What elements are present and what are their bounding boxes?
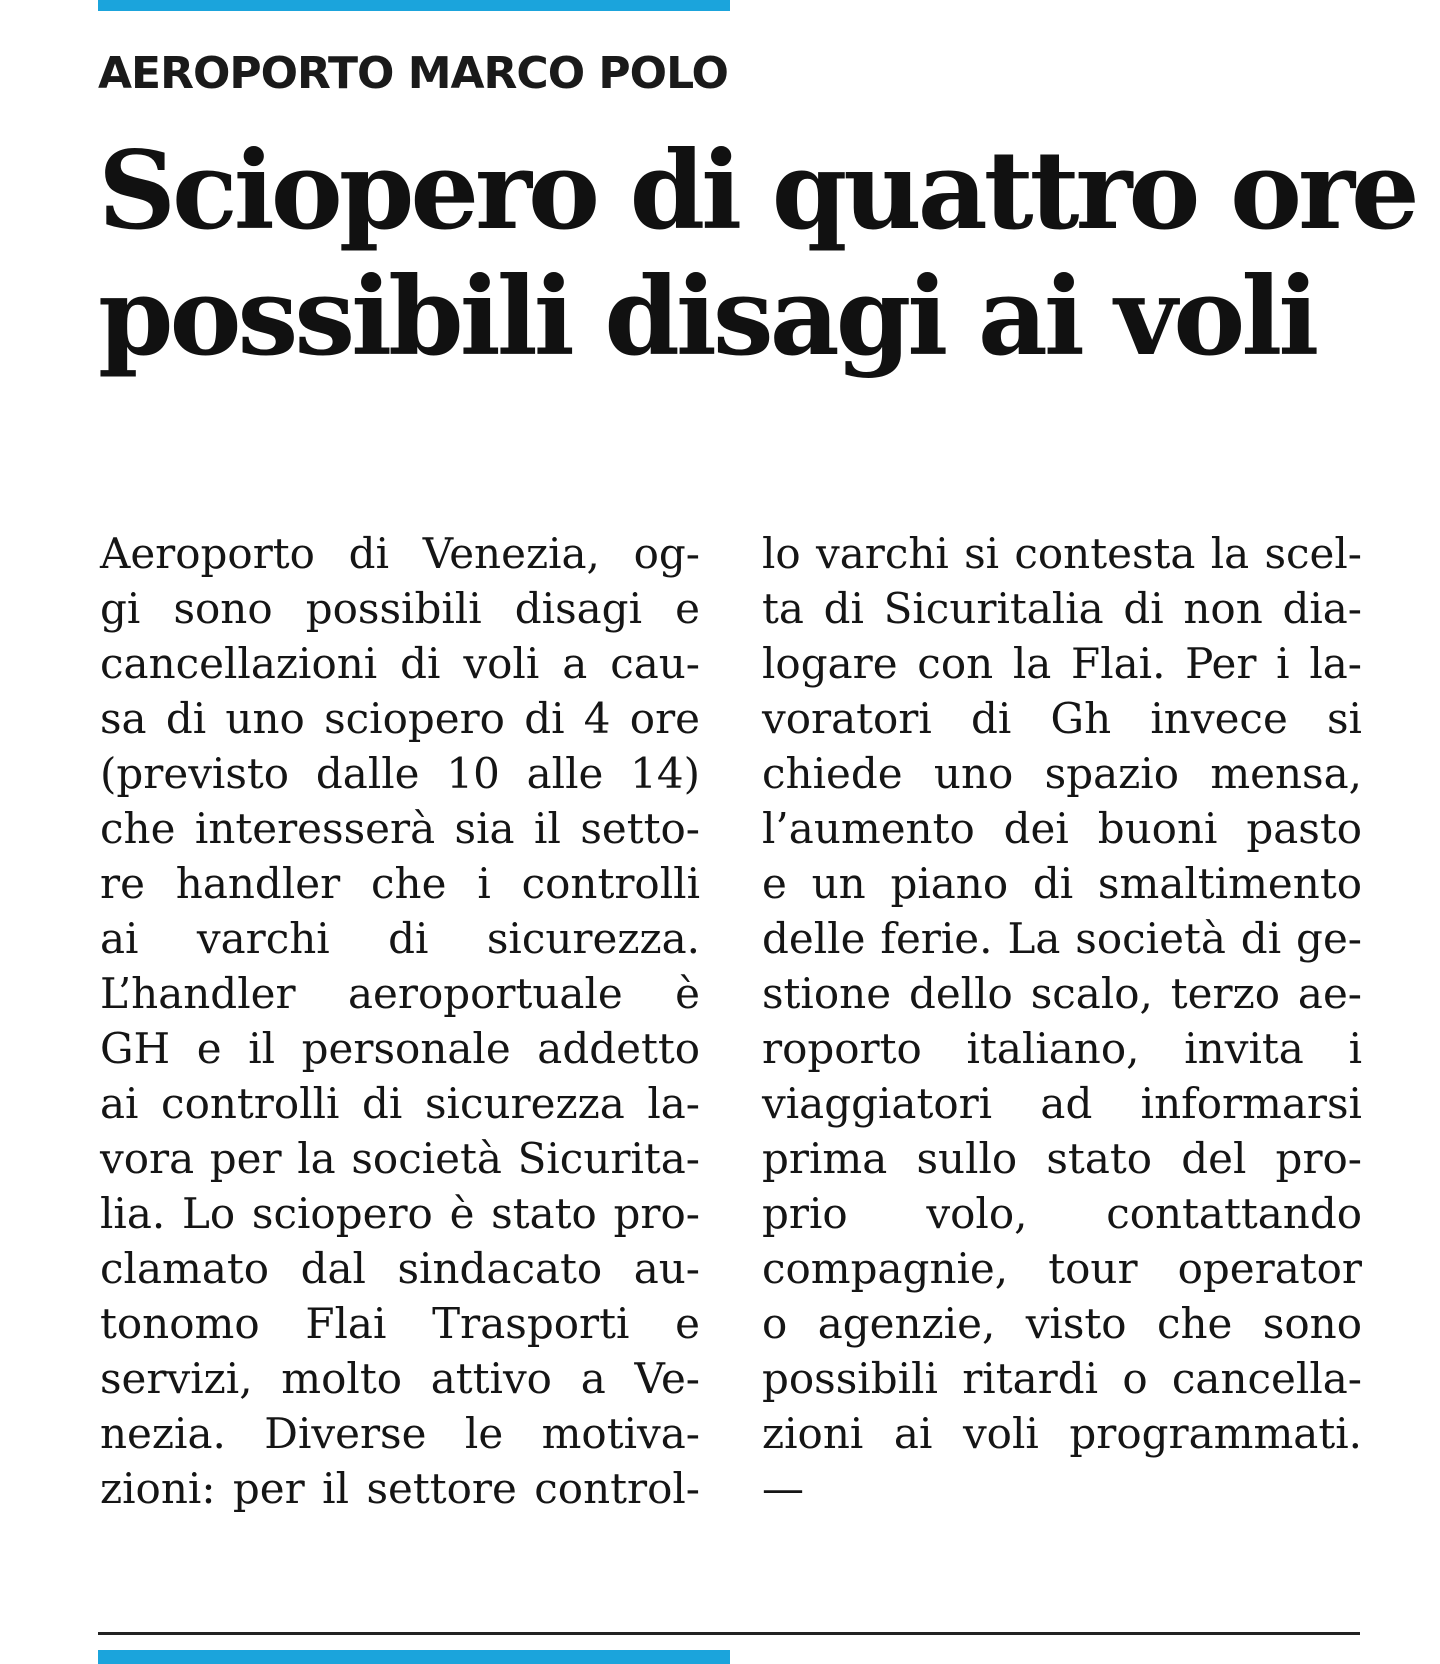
body-line: ai varchi di sicurezza. xyxy=(100,914,700,963)
headline-line-1: Sciopero di quattro ore xyxy=(98,128,1416,254)
body-line: lo varchi si contesta la scel- xyxy=(762,529,1362,578)
bottom-divider xyxy=(98,1632,1360,1635)
body-line: viaggiatori ad informarsi xyxy=(762,1079,1362,1128)
article-headline xyxy=(98,128,1416,380)
headline-line-2: possibili disagi ai voli xyxy=(98,254,1316,380)
article-kicker: AEROPORTO MARCO POLO xyxy=(98,48,728,99)
body-line: ta di Sicuritalia di non dia- xyxy=(762,584,1362,633)
body-line: (previsto dalle 10 alle 14) xyxy=(100,749,700,798)
body-line: servizi, molto attivo a Ve- xyxy=(100,1354,700,1403)
body-line: ai controlli di sicurezza la- xyxy=(100,1079,700,1128)
body-line: stione dello scalo, terzo ae- xyxy=(762,969,1362,1018)
body-line: roporto italiano, invita i xyxy=(762,1024,1362,1073)
body-line: chiede uno spazio mensa, xyxy=(762,749,1362,798)
bottom-accent-bar xyxy=(98,1650,730,1664)
body-line: tonomo Flai Trasporti e xyxy=(100,1299,700,1348)
body-line: voratori di Gh invece si xyxy=(762,694,1362,743)
body-line: cancellazioni di voli a cau- xyxy=(100,639,700,688)
body-line: l’aumento dei buoni pasto xyxy=(762,804,1362,853)
article-body-right-column xyxy=(762,526,1362,1516)
article-body-left-column xyxy=(100,526,700,1516)
body-line: lia. Lo sciopero è stato pro- xyxy=(100,1189,700,1238)
body-line: zioni ai voli programmati. xyxy=(762,1409,1362,1458)
body-line: prio volo, contattando xyxy=(762,1189,1362,1238)
body-line: re handler che i controlli xyxy=(100,859,700,908)
body-line: e un piano di smaltimento xyxy=(762,859,1362,908)
body-line: clamato dal sindacato au- xyxy=(100,1244,700,1293)
body-line: possibili ritardi o cancella- xyxy=(762,1354,1362,1403)
body-line: nezia. Diverse le motiva- xyxy=(100,1409,700,1458)
body-line: GH e il personale addetto xyxy=(100,1024,700,1073)
body-line: logare con la Flai. Per i la- xyxy=(762,639,1362,688)
body-line: gi sono possibili disagi e xyxy=(100,584,700,633)
body-line: o agenzie, visto che sono xyxy=(762,1299,1362,1348)
body-line: delle ferie. La società di ge- xyxy=(762,914,1362,963)
body-line: prima sullo stato del pro- xyxy=(762,1134,1362,1183)
body-line: vora per la società Sicurita- xyxy=(100,1134,700,1183)
article-end-mark: — xyxy=(762,1464,804,1513)
body-line: compagnie, tour operator xyxy=(762,1244,1362,1293)
body-line: che interesserà sia il setto- xyxy=(100,804,700,853)
body-line: Aeroporto di Venezia, og- xyxy=(100,529,700,578)
body-line: L’handler aeroportuale è xyxy=(100,969,700,1018)
top-accent-bar xyxy=(98,0,730,11)
body-line: zioni: per il settore control- xyxy=(100,1464,700,1513)
body-line: sa di uno sciopero di 4 ore xyxy=(100,694,700,743)
